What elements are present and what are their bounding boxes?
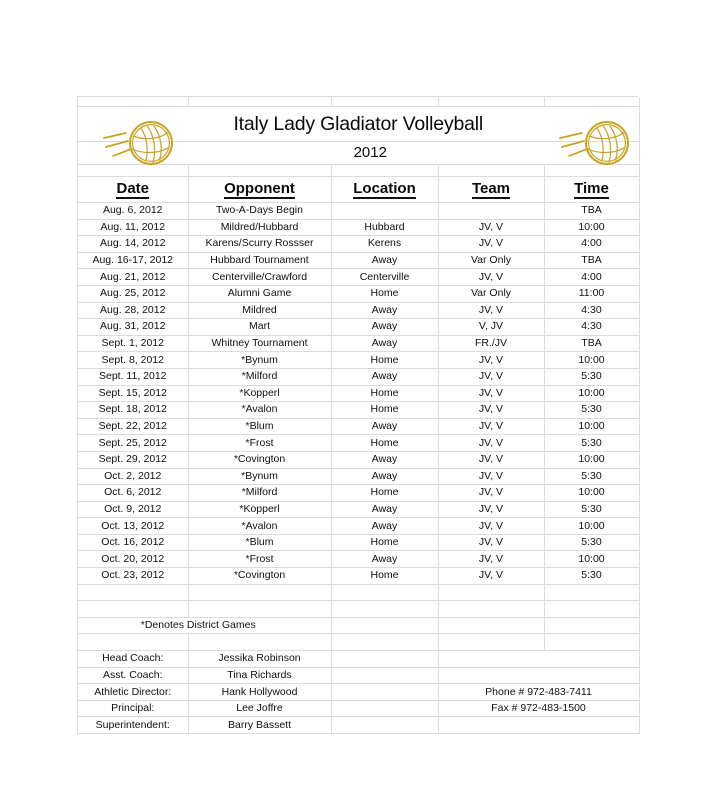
cell-location: Away bbox=[331, 468, 438, 485]
spacer-cell bbox=[188, 97, 331, 107]
blank-cell bbox=[331, 585, 438, 601]
cell-opponent: *Blum bbox=[188, 418, 331, 435]
footer-table bbox=[78, 585, 640, 734]
cell-location: Away bbox=[331, 518, 438, 535]
cell-team: JV, V bbox=[438, 236, 544, 253]
blank-cell bbox=[438, 585, 544, 601]
table-row bbox=[78, 518, 639, 535]
blank-cell bbox=[544, 634, 639, 651]
staff-role-label: Head Coach: bbox=[78, 651, 188, 668]
cell-time: 10:00 bbox=[544, 418, 639, 435]
table-row bbox=[78, 402, 639, 419]
cell-date: Oct. 13, 2012 bbox=[78, 518, 188, 535]
cell-date: Sept. 1, 2012 bbox=[78, 335, 188, 352]
cell-opponent: *Covington bbox=[188, 568, 331, 585]
cell-team: Var Only bbox=[438, 252, 544, 269]
blank-cell bbox=[331, 667, 438, 684]
cell-opponent: *Milford bbox=[188, 368, 331, 385]
table-row bbox=[78, 551, 639, 568]
cell-time: 10:00 bbox=[544, 485, 639, 502]
table-row bbox=[78, 435, 639, 452]
blank-cell bbox=[188, 585, 331, 601]
cell-date: Oct. 23, 2012 bbox=[78, 568, 188, 585]
staff-contact-value: Phone # 972-483-7411 bbox=[438, 684, 639, 701]
cell-date: Aug. 6, 2012 bbox=[78, 203, 188, 220]
cell-location: Away bbox=[331, 368, 438, 385]
cell-time: 10:00 bbox=[544, 385, 639, 402]
cell-opponent: Centerville/Crawford bbox=[188, 269, 331, 286]
cell-team: JV, V bbox=[438, 451, 544, 468]
staff-name-value: Barry Bassett bbox=[188, 717, 331, 734]
schedule-sheet bbox=[77, 96, 638, 734]
cell-opponent: *Kopperl bbox=[188, 385, 331, 402]
blank-cell bbox=[78, 585, 188, 601]
table-header-row bbox=[78, 177, 639, 203]
column-header-label: Team bbox=[472, 180, 510, 199]
table-row bbox=[78, 203, 639, 220]
table-row bbox=[78, 368, 639, 385]
cell-team: JV, V bbox=[438, 551, 544, 568]
cell-opponent: *Covington bbox=[188, 451, 331, 468]
cell-time: 5:30 bbox=[544, 468, 639, 485]
cell-date: Sept. 29, 2012 bbox=[78, 451, 188, 468]
cell-date: Oct. 2, 2012 bbox=[78, 468, 188, 485]
staff-row bbox=[78, 684, 639, 701]
blank-cell bbox=[331, 601, 438, 618]
cell-time: 5:30 bbox=[544, 501, 639, 518]
cell-location: Away bbox=[331, 551, 438, 568]
cell-time: TBA bbox=[544, 335, 639, 352]
cell-time: 5:30 bbox=[544, 402, 639, 419]
schedule-body bbox=[78, 203, 639, 585]
cell-location: Centerville bbox=[331, 269, 438, 286]
blank-cell bbox=[188, 634, 331, 651]
cell-team: Var Only bbox=[438, 285, 544, 302]
column-header-location bbox=[331, 177, 438, 203]
cell-date: Aug. 31, 2012 bbox=[78, 319, 188, 336]
schedule-table bbox=[78, 97, 640, 585]
spacer-cell bbox=[78, 165, 188, 177]
staff-role-label: Athletic Director: bbox=[78, 684, 188, 701]
cell-date: Aug. 11, 2012 bbox=[78, 219, 188, 236]
staff-row bbox=[78, 651, 639, 668]
cell-date: Sept. 18, 2012 bbox=[78, 402, 188, 419]
cell-team: JV, V bbox=[438, 501, 544, 518]
year-cell bbox=[78, 142, 639, 165]
table-row bbox=[78, 534, 639, 551]
cell-opponent: Mart bbox=[188, 319, 331, 336]
cell-team: V, JV bbox=[438, 319, 544, 336]
cell-time: TBA bbox=[544, 203, 639, 220]
table-row bbox=[78, 451, 639, 468]
cell-time: 10:00 bbox=[544, 219, 639, 236]
table-row bbox=[78, 219, 639, 236]
blank-row bbox=[78, 601, 639, 618]
cell-opponent: *Avalon bbox=[188, 518, 331, 535]
blank-cell bbox=[331, 617, 438, 634]
cell-team: JV, V bbox=[438, 219, 544, 236]
column-header-date bbox=[78, 177, 188, 203]
cell-team: JV, V bbox=[438, 368, 544, 385]
cell-opponent: *Kopperl bbox=[188, 501, 331, 518]
blank-cell bbox=[78, 601, 188, 618]
blank-cell bbox=[438, 617, 544, 634]
cell-location: Home bbox=[331, 485, 438, 502]
blank-row bbox=[78, 634, 639, 651]
table-row bbox=[78, 269, 639, 286]
cell-date: Oct. 9, 2012 bbox=[78, 501, 188, 518]
spacer-cell bbox=[544, 165, 639, 177]
staff-name-value: Tina Richards bbox=[188, 667, 331, 684]
staff-contact-value bbox=[438, 717, 639, 734]
table-row bbox=[78, 501, 639, 518]
cell-date: Aug. 16-17, 2012 bbox=[78, 252, 188, 269]
cell-opponent: *Frost bbox=[188, 435, 331, 452]
cell-team: JV, V bbox=[438, 435, 544, 452]
cell-date: Oct. 16, 2012 bbox=[78, 534, 188, 551]
blank-row bbox=[78, 585, 639, 601]
cell-location: Hubbard bbox=[331, 219, 438, 236]
spacer-cell bbox=[438, 97, 544, 107]
cell-location: Away bbox=[331, 335, 438, 352]
table-row bbox=[78, 236, 639, 253]
cell-opponent: *Blum bbox=[188, 534, 331, 551]
staff-contact-value bbox=[438, 667, 639, 684]
spacer-cell bbox=[331, 97, 438, 107]
table-row bbox=[78, 418, 639, 435]
cell-time: 10:00 bbox=[544, 518, 639, 535]
cell-location: Kerens bbox=[331, 236, 438, 253]
cell-time: 10:00 bbox=[544, 451, 639, 468]
column-header-label: Location bbox=[353, 180, 416, 199]
cell-date: Sept. 8, 2012 bbox=[78, 352, 188, 369]
staff-row bbox=[78, 717, 639, 734]
cell-opponent: Alumni Game bbox=[188, 285, 331, 302]
footer-body bbox=[78, 585, 639, 734]
blank-cell bbox=[438, 634, 544, 651]
cell-location: Home bbox=[331, 352, 438, 369]
cell-opponent: Hubbard Tournament bbox=[188, 252, 331, 269]
cell-team: JV, V bbox=[438, 385, 544, 402]
cell-location: Home bbox=[331, 385, 438, 402]
cell-location: Home bbox=[331, 285, 438, 302]
blank-cell bbox=[331, 684, 438, 701]
column-header-time bbox=[544, 177, 639, 203]
cell-time: 4:00 bbox=[544, 269, 639, 286]
blank-cell bbox=[544, 617, 639, 634]
cell-team bbox=[438, 203, 544, 220]
staff-row bbox=[78, 700, 639, 717]
table-row bbox=[78, 385, 639, 402]
staff-row bbox=[78, 667, 639, 684]
blank-cell bbox=[331, 634, 438, 651]
footnote-row bbox=[78, 617, 639, 634]
cell-opponent: *Bynum bbox=[188, 352, 331, 369]
staff-contact-value: Fax # 972-483-1500 bbox=[438, 700, 639, 717]
cell-location bbox=[331, 203, 438, 220]
footnote-text: *Denotes District Games bbox=[140, 619, 256, 632]
cell-team: JV, V bbox=[438, 568, 544, 585]
cell-time: 5:30 bbox=[544, 435, 639, 452]
spacer-cell bbox=[331, 165, 438, 177]
column-header-label: Opponent bbox=[224, 180, 295, 199]
cell-location: Home bbox=[331, 534, 438, 551]
blank-cell bbox=[331, 651, 438, 668]
cell-location: Home bbox=[331, 402, 438, 419]
cell-opponent: Mildred/Hubbard bbox=[188, 219, 331, 236]
cell-date: Sept. 22, 2012 bbox=[78, 418, 188, 435]
cell-date: Sept. 25, 2012 bbox=[78, 435, 188, 452]
blank-cell bbox=[331, 700, 438, 717]
cell-date: Sept. 15, 2012 bbox=[78, 385, 188, 402]
cell-opponent: Two-A-Days Begin bbox=[188, 203, 331, 220]
table-row bbox=[78, 485, 639, 502]
column-header-team bbox=[438, 177, 544, 203]
cell-opponent: *Avalon bbox=[188, 402, 331, 419]
cell-date: Aug. 14, 2012 bbox=[78, 236, 188, 253]
cell-location: Away bbox=[331, 418, 438, 435]
blank-cell bbox=[544, 585, 639, 601]
cell-date: Aug. 28, 2012 bbox=[78, 302, 188, 319]
cell-team: FR./JV bbox=[438, 335, 544, 352]
cell-opponent: Mildred bbox=[188, 302, 331, 319]
cell-date: Aug. 21, 2012 bbox=[78, 269, 188, 286]
column-header-label: Time bbox=[574, 180, 609, 199]
cell-team: JV, V bbox=[438, 402, 544, 419]
cell-location: Away bbox=[331, 501, 438, 518]
spacer-cell bbox=[78, 97, 188, 107]
cell-opponent: *Bynum bbox=[188, 468, 331, 485]
cell-time: 4:30 bbox=[544, 319, 639, 336]
title-cell bbox=[78, 107, 639, 142]
column-header-label: Date bbox=[116, 180, 149, 199]
table-row bbox=[78, 252, 639, 269]
spacer-cell bbox=[188, 165, 331, 177]
table-row bbox=[78, 302, 639, 319]
cell-opponent: *Frost bbox=[188, 551, 331, 568]
cell-time: 5:30 bbox=[544, 368, 639, 385]
cell-time: 10:00 bbox=[544, 352, 639, 369]
staff-role-label: Asst. Coach: bbox=[78, 667, 188, 684]
cell-location: Away bbox=[331, 252, 438, 269]
spacer-cell bbox=[544, 97, 639, 107]
cell-date: Sept. 11, 2012 bbox=[78, 368, 188, 385]
spacer-row bbox=[78, 97, 639, 107]
table-row bbox=[78, 352, 639, 369]
staff-contact-value bbox=[438, 651, 639, 668]
cell-time: 4:30 bbox=[544, 302, 639, 319]
cell-date: Oct. 20, 2012 bbox=[78, 551, 188, 568]
cell-time: TBA bbox=[544, 252, 639, 269]
spacer-cell bbox=[438, 165, 544, 177]
spacer-row bbox=[78, 165, 639, 177]
cell-time: 10:00 bbox=[544, 551, 639, 568]
year-row bbox=[78, 142, 639, 165]
staff-name-value: Jessika Robinson bbox=[188, 651, 331, 668]
cell-time: 11:00 bbox=[544, 285, 639, 302]
cell-location: Away bbox=[331, 302, 438, 319]
cell-team: JV, V bbox=[438, 468, 544, 485]
cell-team: JV, V bbox=[438, 352, 544, 369]
blank-cell bbox=[78, 634, 188, 651]
table-row bbox=[78, 319, 639, 336]
cell-date: Aug. 25, 2012 bbox=[78, 285, 188, 302]
page-year: 2012 bbox=[353, 144, 387, 162]
staff-name-value: Hank Hollywood bbox=[188, 684, 331, 701]
cell-date: Oct. 6, 2012 bbox=[78, 485, 188, 502]
staff-role-label: Superintendent: bbox=[78, 717, 188, 734]
cell-time: 4:00 bbox=[544, 236, 639, 253]
page-title: Italy Lady Gladiator Volleyball bbox=[233, 112, 484, 135]
staff-role-label: Principal: bbox=[78, 700, 188, 717]
cell-location: Home bbox=[331, 435, 438, 452]
footnote-cell bbox=[78, 617, 331, 634]
cell-team: JV, V bbox=[438, 418, 544, 435]
cell-time: 5:30 bbox=[544, 568, 639, 585]
cell-location: Away bbox=[331, 319, 438, 336]
title-row bbox=[78, 107, 639, 142]
table-row bbox=[78, 285, 639, 302]
cell-team: JV, V bbox=[438, 485, 544, 502]
cell-location: Home bbox=[331, 568, 438, 585]
cell-opponent: *Milford bbox=[188, 485, 331, 502]
cell-time: 5:30 bbox=[544, 534, 639, 551]
cell-opponent: Karens/Scurry Rossser bbox=[188, 236, 331, 253]
table-row bbox=[78, 335, 639, 352]
table-row bbox=[78, 568, 639, 585]
cell-location: Away bbox=[331, 451, 438, 468]
cell-opponent: Whitney Tournament bbox=[188, 335, 331, 352]
blank-cell bbox=[544, 601, 639, 618]
column-header-opponent bbox=[188, 177, 331, 203]
cell-team: JV, V bbox=[438, 302, 544, 319]
cell-team: JV, V bbox=[438, 518, 544, 535]
blank-cell bbox=[188, 601, 331, 618]
table-row bbox=[78, 468, 639, 485]
staff-name-value: Lee Joffre bbox=[188, 700, 331, 717]
cell-team: JV, V bbox=[438, 534, 544, 551]
blank-cell bbox=[438, 601, 544, 618]
blank-cell bbox=[331, 717, 438, 734]
cell-team: JV, V bbox=[438, 269, 544, 286]
